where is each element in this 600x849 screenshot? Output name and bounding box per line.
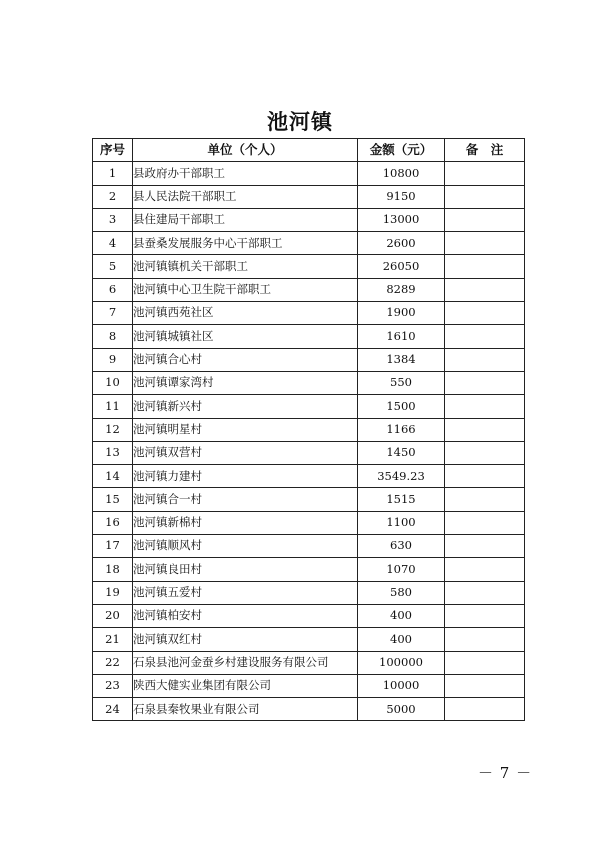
row-remark: [445, 674, 525, 697]
table-row: [93, 465, 525, 488]
row-remark: [445, 185, 525, 208]
row-remark: [445, 348, 525, 371]
row-amount: 1500: [358, 395, 445, 418]
header-remark: 备 注: [445, 139, 525, 162]
row-remark: [445, 604, 525, 627]
row-seq: 9: [93, 348, 133, 371]
row-amount: 580: [358, 581, 445, 604]
row-seq: 3: [93, 208, 133, 231]
table-row: [93, 325, 525, 348]
row-seq: 18: [93, 558, 133, 581]
row-seq: 5: [93, 255, 133, 278]
row-unit: 池河镇双红村: [133, 628, 358, 651]
row-unit: 池河镇合一村: [133, 488, 358, 511]
row-remark: [445, 535, 525, 558]
row-unit: 县人民法院干部职工: [133, 185, 358, 208]
row-amount: 13000: [358, 208, 445, 231]
page-number: － 7 －: [478, 764, 533, 782]
table-row: [93, 604, 525, 627]
row-seq: 2: [93, 185, 133, 208]
row-amount: 10800: [358, 162, 445, 185]
header-amount: 金额（元）: [358, 139, 445, 162]
row-remark: [445, 255, 525, 278]
row-amount: 1384: [358, 348, 445, 371]
row-remark: [445, 162, 525, 185]
table-row: [93, 581, 525, 604]
row-unit: 池河镇良田村: [133, 558, 358, 581]
table-row: [93, 558, 525, 581]
row-seq: 6: [93, 278, 133, 301]
row-remark: [445, 488, 525, 511]
row-seq: 19: [93, 581, 133, 604]
row-amount: 10000: [358, 674, 445, 697]
row-remark: [445, 441, 525, 464]
row-amount: 400: [358, 628, 445, 651]
row-unit: 池河镇明星村: [133, 418, 358, 441]
row-seq: 12: [93, 418, 133, 441]
row-amount: 100000: [358, 651, 445, 674]
table-row: [93, 232, 525, 255]
row-unit: 池河镇顺风村: [133, 535, 358, 558]
row-remark: [445, 651, 525, 674]
row-seq: 21: [93, 628, 133, 651]
row-seq: 4: [93, 232, 133, 255]
row-unit: 县蚕桑发展服务中心干部职工: [133, 232, 358, 255]
row-seq: 24: [93, 698, 133, 721]
row-remark: [445, 371, 525, 394]
row-unit: 县住建局干部职工: [133, 208, 358, 231]
row-amount: 8289: [358, 278, 445, 301]
row-amount: 400: [358, 604, 445, 627]
row-unit: 池河镇新棉村: [133, 511, 358, 534]
table-row: [93, 628, 525, 651]
row-seq: 23: [93, 674, 133, 697]
row-amount: 630: [358, 535, 445, 558]
header-unit: 单位（个人）: [133, 139, 358, 162]
table-row: [93, 185, 525, 208]
table-row: [93, 488, 525, 511]
row-remark: [445, 208, 525, 231]
row-unit: 陕西大健实业集团有限公司: [133, 674, 358, 697]
row-remark: [445, 698, 525, 721]
row-unit: 池河镇五爱村: [133, 581, 358, 604]
row-amount: 3549.23: [358, 465, 445, 488]
table-row: [93, 511, 525, 534]
row-unit: 石泉县秦牧果业有限公司: [133, 698, 358, 721]
table-row: [93, 371, 525, 394]
row-seq: 17: [93, 535, 133, 558]
row-amount: 1610: [358, 325, 445, 348]
row-seq: 7: [93, 302, 133, 325]
row-amount: 1100: [358, 511, 445, 534]
table-row: [93, 162, 525, 185]
table-row: [93, 535, 525, 558]
row-seq: 1: [93, 162, 133, 185]
table-row: [93, 651, 525, 674]
header-seq: 序号: [93, 139, 133, 162]
donation-table: [92, 138, 525, 721]
row-remark: [445, 465, 525, 488]
row-seq: 16: [93, 511, 133, 534]
row-unit: 池河镇新兴村: [133, 395, 358, 418]
row-amount: 1166: [358, 418, 445, 441]
row-unit: 池河镇中心卫生院干部职工: [133, 278, 358, 301]
table-row: [93, 348, 525, 371]
table-row: [93, 208, 525, 231]
row-seq: 22: [93, 651, 133, 674]
row-unit: 池河镇西苑社区: [133, 302, 358, 325]
row-amount: 5000: [358, 698, 445, 721]
row-unit: 池河镇柏安村: [133, 604, 358, 627]
row-unit: 池河镇谭家湾村: [133, 371, 358, 394]
table-row: [93, 698, 525, 721]
row-unit: 池河镇合心村: [133, 348, 358, 371]
table-row: [93, 302, 525, 325]
row-amount: 9150: [358, 185, 445, 208]
row-seq: 20: [93, 604, 133, 627]
table-row: [93, 674, 525, 697]
row-remark: [445, 628, 525, 651]
row-amount: 1515: [358, 488, 445, 511]
row-remark: [445, 558, 525, 581]
row-remark: [445, 395, 525, 418]
table-row: [93, 255, 525, 278]
row-amount: 1070: [358, 558, 445, 581]
row-unit: 池河镇镇机关干部职工: [133, 255, 358, 278]
row-seq: 13: [93, 441, 133, 464]
table-row: [93, 278, 525, 301]
table-header-row: [93, 139, 525, 162]
row-remark: [445, 302, 525, 325]
row-remark: [445, 418, 525, 441]
row-seq: 8: [93, 325, 133, 348]
row-unit: 石泉县池河金蚕乡村建设服务有限公司: [133, 651, 358, 674]
table-row: [93, 441, 525, 464]
row-seq: 15: [93, 488, 133, 511]
row-amount: 1900: [358, 302, 445, 325]
row-unit: 县政府办干部职工: [133, 162, 358, 185]
row-amount: 1450: [358, 441, 445, 464]
row-seq: 10: [93, 371, 133, 394]
row-remark: [445, 581, 525, 604]
row-seq: 14: [93, 465, 133, 488]
table-row: [93, 418, 525, 441]
row-amount: 26050: [358, 255, 445, 278]
row-remark: [445, 511, 525, 534]
row-remark: [445, 278, 525, 301]
page-title: 池河镇: [267, 109, 333, 134]
row-remark: [445, 325, 525, 348]
row-amount: 550: [358, 371, 445, 394]
row-unit: 池河镇城镇社区: [133, 325, 358, 348]
row-unit: 池河镇双营村: [133, 441, 358, 464]
row-unit: 池河镇力建村: [133, 465, 358, 488]
table-row: [93, 395, 525, 418]
row-seq: 11: [93, 395, 133, 418]
row-remark: [445, 232, 525, 255]
row-amount: 2600: [358, 232, 445, 255]
